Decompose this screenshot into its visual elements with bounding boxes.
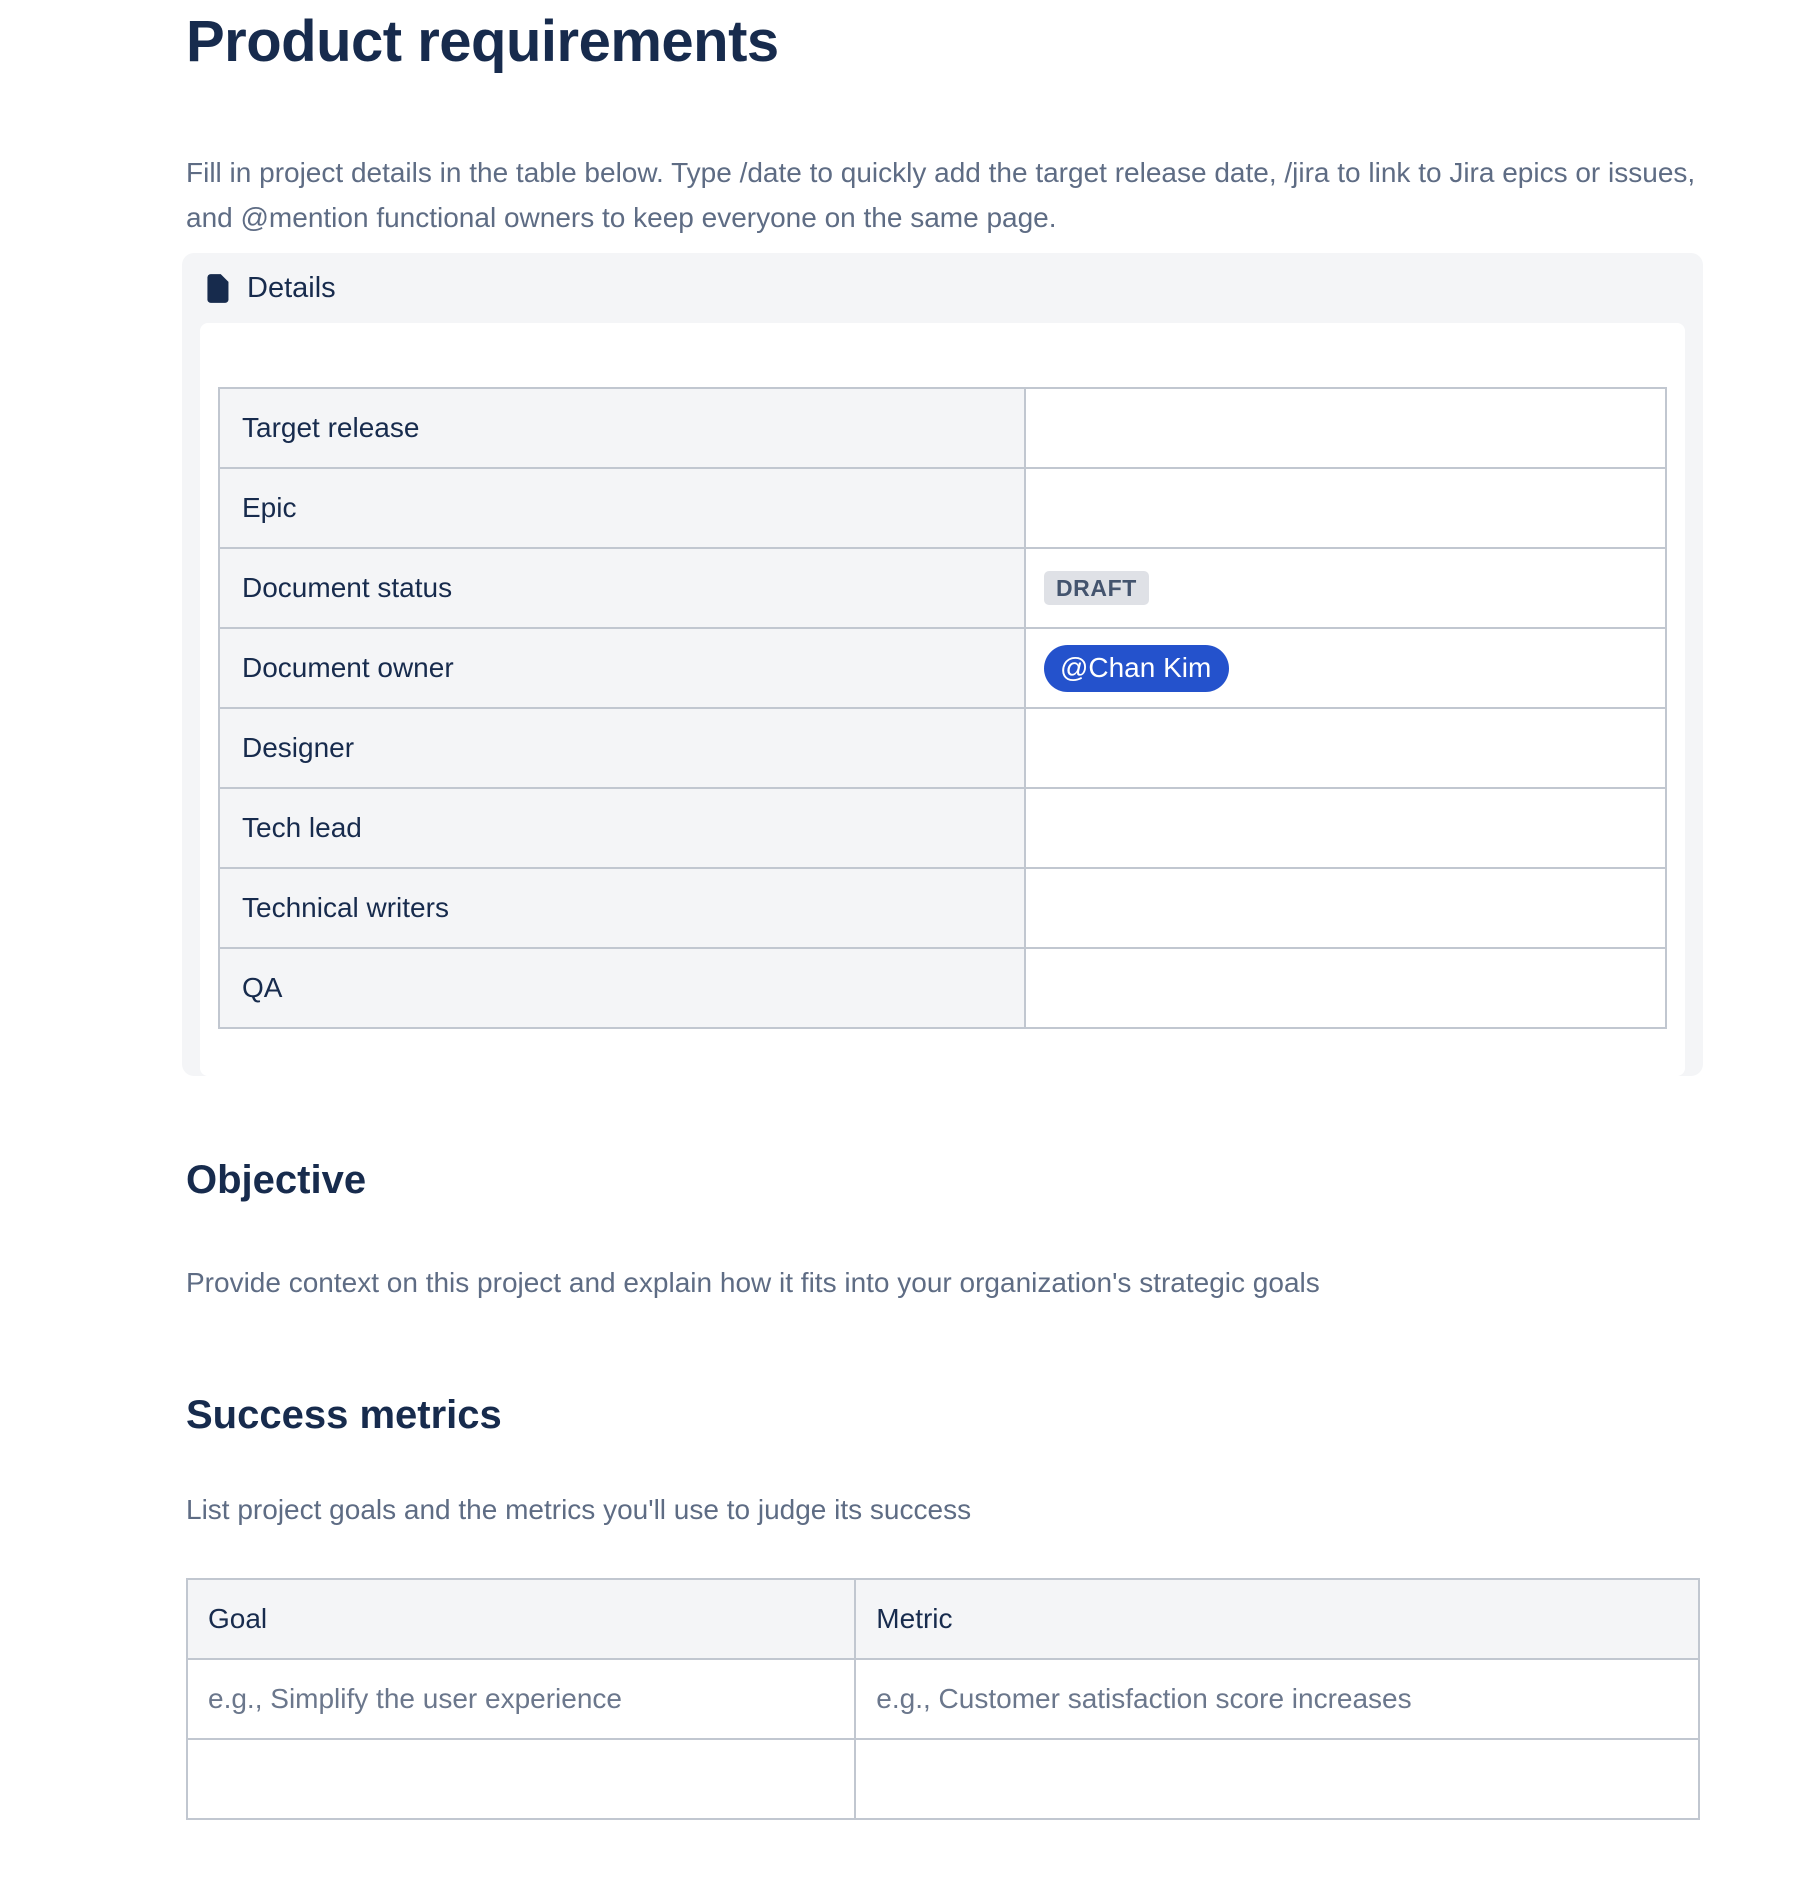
details-label-cell: Target release [219,388,1025,468]
metrics-metric-cell: e.g., Customer satisfaction score increases [855,1659,1699,1739]
metrics-goal-cell: e.g., Simplify the user experience [187,1659,855,1739]
details-expand-panel [182,253,1703,1076]
metrics-row-empty [187,1739,1699,1819]
details-value-cell [1025,468,1666,548]
success-metrics-paragraph: List project goals and the metrics you'll use to judge its success [186,1494,972,1525]
metrics-header-row [187,1579,1699,1659]
details-value-cell [1025,548,1666,628]
details-label-cell: Document status [219,548,1025,628]
details-table [218,387,1667,1029]
objective-paragraph: Provide context on this project and explain how it fits into your organization's strategic goals [186,1267,1320,1298]
details-label-cell: Designer [219,708,1025,788]
user-mention-chan-kim[interactable]: @Chan Kim [1044,645,1229,692]
details-expand-header[interactable] [182,253,1703,323]
document-icon [205,273,232,304]
details-row-qa [219,948,1666,1028]
metrics-header-metric: Metric [855,1579,1699,1659]
success-metrics-table [186,1578,1700,1820]
details-row-designer [219,708,1666,788]
details-value-cell [1025,948,1666,1028]
details-label-cell: QA [219,948,1025,1028]
details-label-cell: Tech lead [219,788,1025,868]
metrics-header-goal: Goal [187,1579,855,1659]
details-value-cell [1025,628,1666,708]
success-metrics-heading: Success metrics [186,1393,502,1437]
details-row-target-release [219,388,1666,468]
details-row-technical-writers [219,868,1666,948]
details-expand-body [200,323,1685,1076]
details-row-epic [219,468,1666,548]
details-label-cell: Epic [219,468,1025,548]
page-title: Product requirements [186,9,779,74]
details-row-document-owner [219,628,1666,708]
metrics-metric-cell [855,1739,1699,1819]
details-expand-label: Details [247,271,336,304]
details-row-document-status [219,548,1666,628]
details-value-cell [1025,708,1666,788]
details-value-cell [1025,788,1666,868]
status-badge-draft: DRAFT [1044,571,1149,605]
metrics-row-example [187,1659,1699,1739]
details-row-tech-lead [219,788,1666,868]
details-value-cell [1025,388,1666,468]
intro-paragraph: Fill in project details in the table below. Type /date to quickly add the target release date, /jira to link to Jira epics or issues, and @mention functional owners to keep everyone on the same page. [186,157,1696,233]
details-label-cell: Document owner [219,628,1025,708]
details-label-cell: Technical writers [219,868,1025,948]
objective-heading: Objective [186,1158,367,1202]
details-value-cell [1025,868,1666,948]
metrics-goal-cell [187,1739,855,1819]
